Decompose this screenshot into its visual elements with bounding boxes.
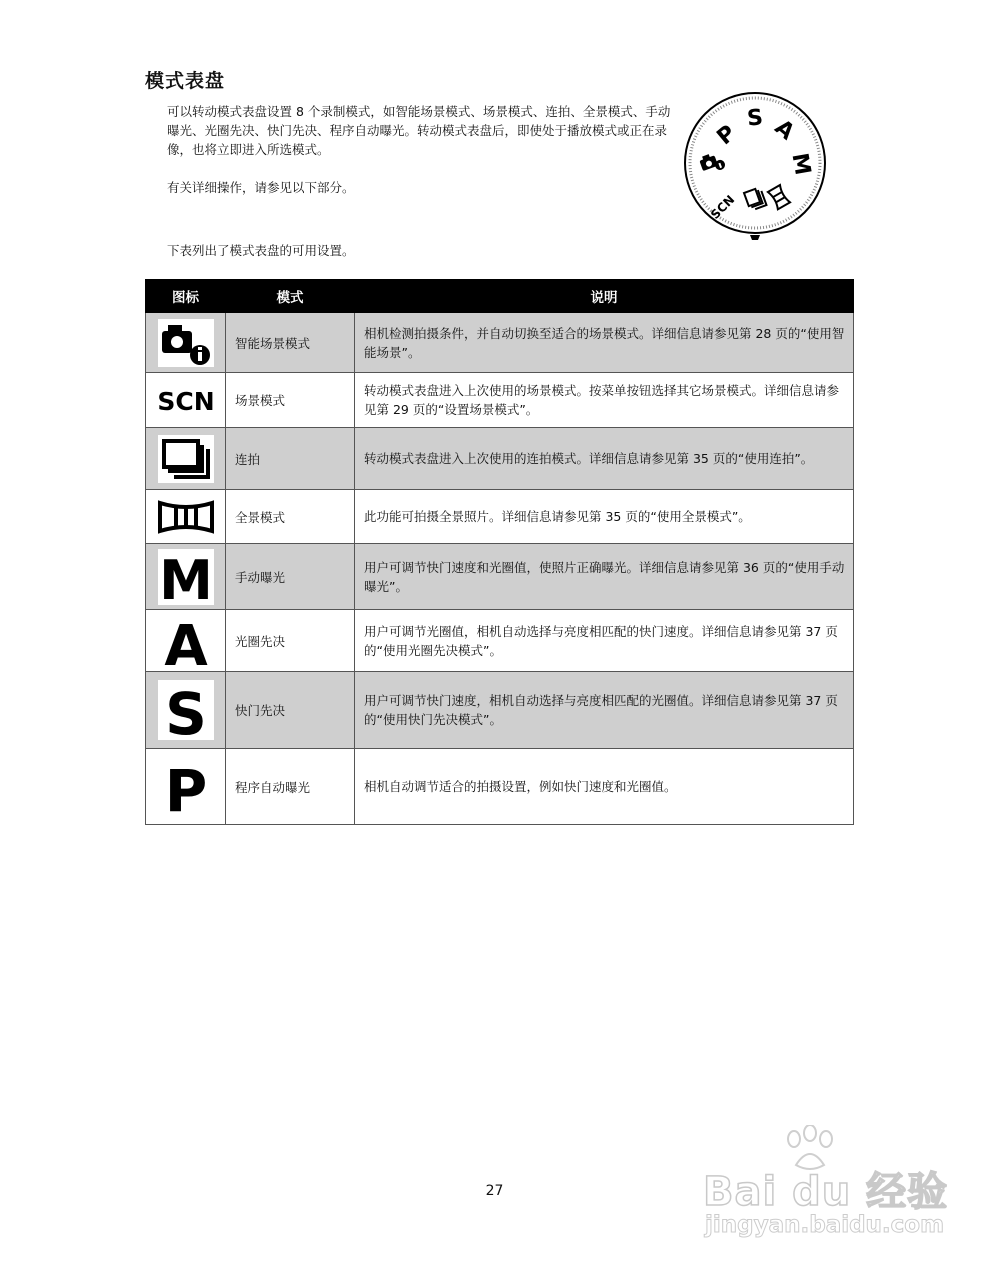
table-header-row bbox=[146, 280, 854, 313]
scn-icon bbox=[156, 380, 216, 420]
header-mode: 模式 bbox=[226, 280, 355, 313]
table-row bbox=[146, 544, 854, 610]
table-row bbox=[146, 610, 854, 672]
mode-description: 用户可调节快门速度和光圈值，使照片正确曝光。详细信息请参见第 36 页的“使用手动曝光”。 bbox=[355, 544, 854, 610]
mode-name: 场景模式 bbox=[226, 373, 355, 428]
mode-name: 全景模式 bbox=[226, 490, 355, 544]
svg-text:S: S bbox=[164, 680, 207, 740]
mode-description: 用户可调节光圈值，相机自动选择与亮度相匹配的快门速度。详细信息请参见第 37 页的“使用光圈先决模式”。 bbox=[355, 610, 854, 672]
table-row bbox=[146, 490, 854, 544]
panorama-icon bbox=[156, 497, 216, 537]
intro-paragraph: 可以转动模式表盘设置 8 个录制模式，如智能场景模式、场景模式、连拍、全景模式、手动曝光、光圈先决、快门先决、程序自动曝光。转动模式表盘后，即使处于播放模式或正在录像，也将立即进入所选模式。 bbox=[167, 104, 671, 157]
dial-label-p: P bbox=[712, 120, 741, 151]
manual-m-icon bbox=[158, 549, 214, 605]
mode-name: 快门先决 bbox=[226, 672, 355, 749]
continuous-shot-icon bbox=[158, 435, 214, 483]
program-p-icon bbox=[158, 757, 214, 817]
mode-description: 用户可调节快门速度，相机自动选择与亮度相匹配的光圈值。详细信息请参见第 37 页的“使用快门先决模式”。 bbox=[355, 672, 854, 749]
header-icon: 图标 bbox=[146, 280, 226, 313]
watermark-url: jingyan.baidu.com bbox=[705, 1212, 945, 1238]
detail-note: 有关详细操作，请参见以下部分。 bbox=[167, 180, 355, 195]
page-number: 27 bbox=[485, 1183, 504, 1199]
mode-name: 光圈先决 bbox=[226, 610, 355, 672]
table-row bbox=[146, 373, 854, 428]
watermark-logo: Bai du 经验 bbox=[703, 1169, 949, 1215]
mode-name: 连拍 bbox=[226, 428, 355, 490]
shutter-s-icon bbox=[158, 680, 214, 740]
table-row bbox=[146, 428, 854, 490]
mode-table bbox=[145, 279, 854, 825]
mode-description: 此功能可拍摄全景照片。详细信息请参见第 35 页的“使用全景模式”。 bbox=[355, 490, 854, 544]
dial-label-s: S bbox=[746, 105, 765, 132]
mode-name: 智能场景模式 bbox=[226, 313, 355, 373]
svg-text:P: P bbox=[164, 756, 207, 817]
svg-text:A: A bbox=[163, 613, 208, 669]
table-intro: 下表列出了模式表盘的可用设置。 bbox=[167, 243, 355, 258]
mode-description: 转动模式表盘进入上次使用的连拍模式。详细信息请参见第 35 页的“使用连拍”。 bbox=[355, 428, 854, 490]
table-row bbox=[146, 749, 854, 825]
smart-scene-icon bbox=[158, 319, 214, 367]
svg-text:SCN: SCN bbox=[156, 387, 215, 416]
mode-name: 程序自动曝光 bbox=[226, 749, 355, 825]
section-title: 模式表盘 bbox=[145, 70, 226, 92]
mode-description: 转动模式表盘进入上次使用的场景模式。按菜单按钮选择其它场景模式。详细信息请参见第 29 页的“设置场景模式”。 bbox=[355, 373, 854, 428]
mode-dial-illustration bbox=[680, 85, 830, 245]
dial-label-m: M bbox=[786, 151, 815, 178]
mode-description: 相机检测拍摄条件，并自动切换至适合的场景模式。详细信息请参见第 28 页的“使用智能场景”。 bbox=[355, 313, 854, 373]
table-row bbox=[146, 313, 854, 373]
table-row bbox=[146, 672, 854, 749]
aperture-a-icon bbox=[158, 613, 214, 669]
dial-label-scn: SCN bbox=[707, 192, 738, 222]
header-desc: 说明 bbox=[355, 280, 854, 313]
svg-text:M: M bbox=[158, 548, 213, 605]
dial-label-a: A bbox=[769, 115, 799, 146]
mode-name: 手动曝光 bbox=[226, 544, 355, 610]
mode-description: 相机自动调节适合的拍摄设置，例如快门速度和光圈值。 bbox=[355, 749, 854, 825]
